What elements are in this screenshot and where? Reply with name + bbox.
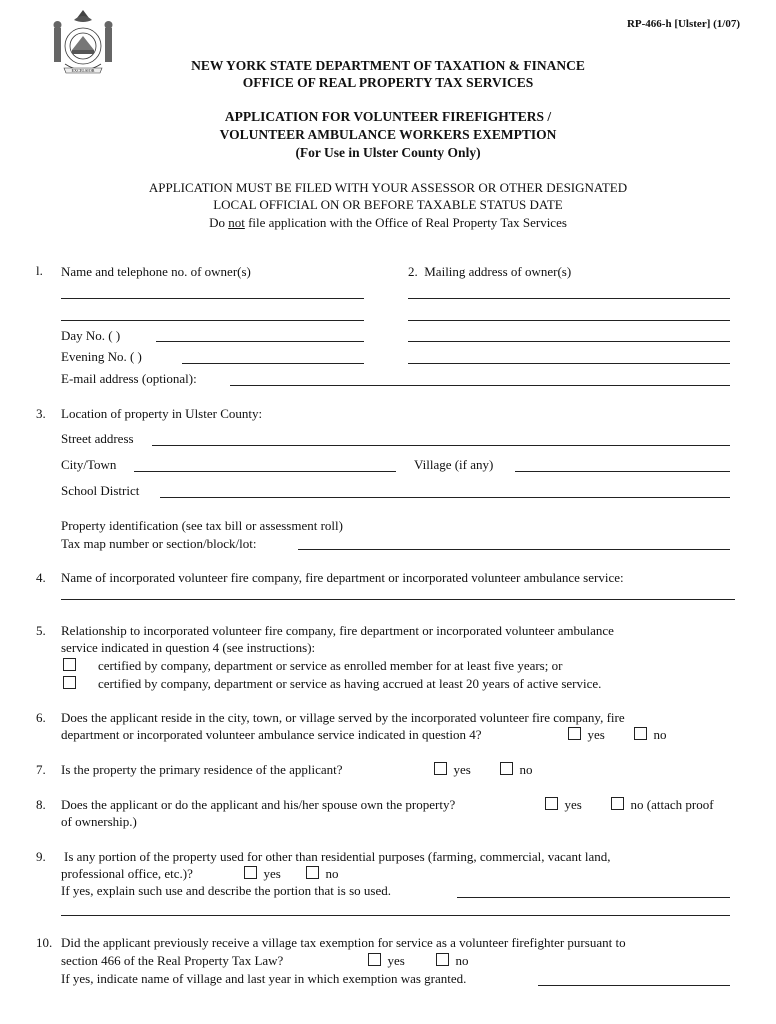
q5-text-line1: Relationship to incorporated volunteer fire company, fire department or incorporated volunteer ambulance [61,623,614,638]
q5-option-five-years: certified by company, department or service as enrolled member for at least five years; or [63,658,562,674]
school-district-field[interactable] [160,497,730,498]
school-district-label: School District [61,483,140,498]
q6-no-option: no [634,727,667,743]
q10-yes-checkbox[interactable] [368,953,381,966]
form-title-line1: APPLICATION FOR VOLUNTEER FIREFIGHTERS / [224,109,552,124]
q10-number: 10. [36,935,53,950]
q6-text-line2: department or incorporated volunteer ambulance service indicated in question 4? [61,727,482,742]
twenty-years-checkbox[interactable] [63,676,76,689]
q1-label: Name and telephone no. of owner(s) [61,264,251,279]
department-name: NEW YORK STATE DEPARTMENT OF TAXATION & FINANCE [191,58,585,73]
q6-number: 6. [36,710,46,725]
fire-company-name-field[interactable] [61,599,735,600]
q6-yes-checkbox[interactable] [568,727,581,740]
email-label: E-mail address (optional): [61,371,197,386]
q6-yes-option: yes [568,727,605,743]
owner-name-field-2[interactable] [61,320,364,321]
filing-notice-line3: Do not file application with the Office of Real Property Tax Services [209,215,567,230]
city-town-field[interactable] [134,471,396,472]
form-title-line3: (For Use in Ulster County Only) [295,145,481,160]
day-phone-label: Day No. ( ) [61,328,121,343]
city-town-label: City/Town [61,457,117,472]
seal-motto: EXCELSIOR [71,68,95,73]
q4-text: Name of incorporated volunteer fire company, fire department or incorporated volunteer ambulance service: [61,570,624,585]
q5-text-line2: service indicated in question 4 (see instructions): [61,640,316,655]
owner-name-field-1[interactable] [61,298,364,299]
filing-notice-line2: LOCAL OFFICIAL ON OR BEFORE TAXABLE STATUS DATE [213,197,563,212]
office-name: OFFICE OF REAL PROPERTY TAX SERVICES [242,75,534,90]
q8-no-option: no (attach proof [611,797,714,813]
q9-text-line2: professional office, etc.)? [61,866,193,881]
q9-no-checkbox[interactable] [306,866,319,879]
village-and-year-field[interactable] [538,985,730,986]
filing-notice-line1: APPLICATION MUST BE FILED WITH YOUR ASSESSOR OR OTHER DESIGNATED [148,180,628,195]
mailing-address-field-3[interactable] [408,341,730,342]
evening-phone-field[interactable] [182,363,364,364]
q7-yes-checkbox[interactable] [434,762,447,775]
q5-option-twenty-years: certified by company, department or service as having accrued at least 20 years of active service. [63,676,601,692]
q3-label: Location of property in Ulster County: [61,406,263,421]
q8-no-checkbox[interactable] [611,797,624,810]
q8-text-line2: of ownership.) [61,814,137,829]
mailing-address-field-4[interactable] [408,363,730,364]
q9-text-line1: Is any portion of the property used for other than residential purposes (farming, commercial, vacant land, [64,849,611,864]
q9-yes-checkbox[interactable] [244,866,257,879]
q10-no-checkbox[interactable] [436,953,449,966]
q10-no-option: no [436,953,469,969]
q6-no-checkbox[interactable] [634,727,647,740]
q1-number: l. [36,263,43,278]
tax-map-field[interactable] [298,549,730,550]
q9-number: 9. [36,849,46,864]
day-phone-field[interactable] [156,341,364,342]
q8-yes-checkbox[interactable] [545,797,558,810]
form-number: RP-466-h [Ulster] (1/07) [626,18,740,30]
mailing-address-field-1[interactable] [408,298,730,299]
q7-no-checkbox[interactable] [500,762,513,775]
email-field[interactable] [230,385,730,386]
q8-yes-option: yes [545,797,582,813]
village-field[interactable] [515,471,730,472]
non-residential-use-field-2[interactable] [61,915,730,916]
q3-number: 3. [36,406,46,421]
street-address-label: Street address [61,431,134,446]
q2-label: 2. Mailing address of owner(s) [408,264,572,279]
q6-text-line1: Does the applicant reside in the city, town, or village served by the incorporated volunteer fire company, fire [61,710,625,725]
tax-map-label: Tax map number or section/block/lot: [61,536,257,551]
q9-no-option: no [306,866,339,882]
non-residential-use-field-1[interactable] [457,897,730,898]
q9-yes-option: yes [244,866,281,882]
q7-yes-option: yes [434,762,471,778]
q10-text-line3: If yes, indicate name of village and last year in which exemption was granted. [61,971,467,986]
q8-text-line1: Does the applicant or do the applicant and his/her spouse own the property? [61,797,456,812]
mailing-address-field-2[interactable] [408,320,730,321]
form-title-line2: VOLUNTEER AMBULANCE WORKERS EXEMPTION [219,127,557,142]
q7-number: 7. [36,762,46,777]
q5-number: 5. [36,623,46,638]
q10-yes-option: yes [368,953,405,969]
street-address-field[interactable] [152,445,730,446]
q4-number: 4. [36,570,46,585]
five-years-checkbox[interactable] [63,658,76,671]
q7-text: Is the property the primary residence of the applicant? [61,762,343,777]
q8-number: 8. [36,797,46,812]
q10-text-line2: section 466 of the Real Property Tax Law? [61,953,284,968]
q10-text-line1: Did the applicant previously receive a village tax exemption for service as a volunteer firefighter pursuant to [61,935,626,950]
q7-no-option: no [500,762,533,778]
property-identification-label: Property identification (see tax bill or assessment roll) [61,518,343,533]
q9-text-line3: If yes, explain such use and describe the portion that is so used. [61,883,391,898]
evening-phone-label: Evening No. ( ) [61,349,142,364]
village-label: Village (if any) [414,457,494,472]
